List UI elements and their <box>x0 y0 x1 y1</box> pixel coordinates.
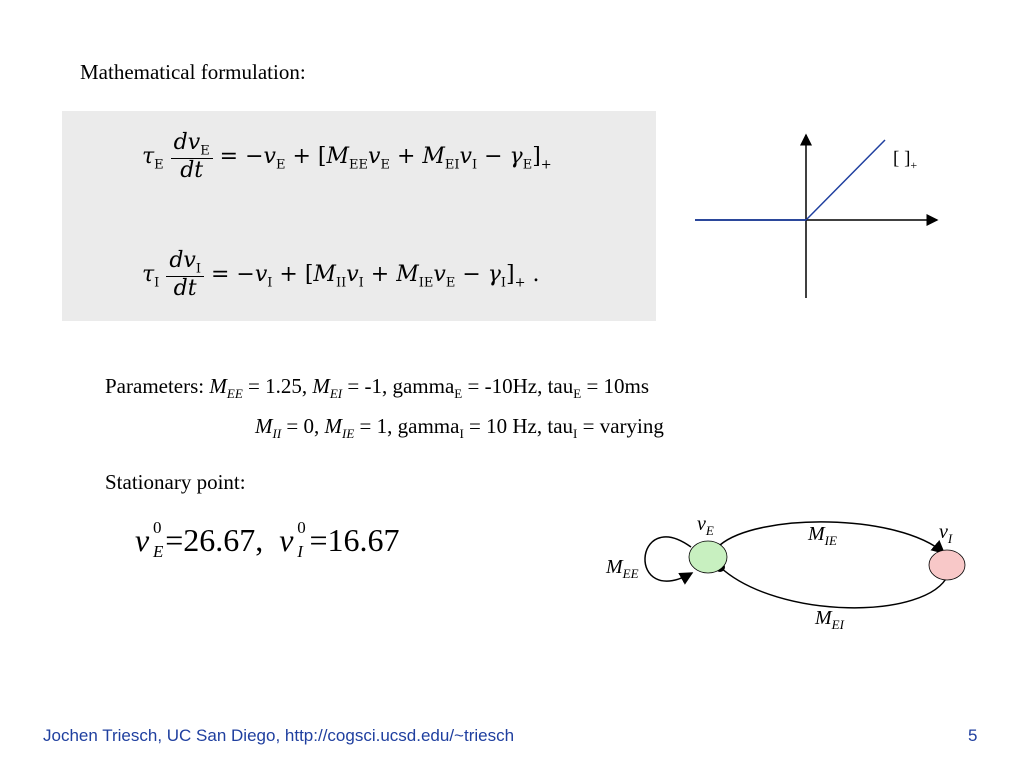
v-i-symbol: v 0 I <box>279 518 306 561</box>
page-number: 5 <box>968 726 978 745</box>
equation-image <box>62 111 656 321</box>
equation-excitatory: $\tau_E$ $\frac{dv_E}{dt}$ = $-v_E + [M_{EE}v_E + M_{EI}v_I - \gamma_E]_+$ <box>142 130 552 184</box>
parameters-line-1: Parameters: $M_{EE} = 1.25$, $M_{EI} = -1$, gamma$_E$ = -10Hz, tau$_E$ = 10ms <box>105 374 650 402</box>
derivative-fraction-i: $\frac{dv_I}{dt}$ <box>166 249 204 301</box>
rectifier-plot <box>695 130 945 300</box>
equation-inhibitory: $\tau_I$ $\frac{dv_I}{dt}$ = $-v_I + [M_{II}v_I + M_{IE}v_E - \gamma_I]_+$ . <box>142 248 540 302</box>
rectifier-ramp-segment <box>806 140 885 220</box>
node-i-label: $v_I$ <box>939 521 953 546</box>
stationary-equation: v 0 E =26.67, v 0 I =16.67 <box>135 518 400 561</box>
edge-m-ee-label: $M_{EE}$ <box>606 556 639 581</box>
v-e-symbol: v 0 E <box>135 518 164 561</box>
footer-author: Jochen Triesch, UC San Diego, http://cogsci.ucsd.edu/~triesch <box>43 726 515 745</box>
stationary-label: Stationary point: <box>105 470 246 494</box>
node-inhibitory <box>929 550 965 580</box>
derivative-fraction-e: $\frac{dv_E}{dt}$ <box>171 131 213 183</box>
edge-m-ei-label: $M_{EI}$ <box>815 607 844 632</box>
network-diagram <box>598 505 978 645</box>
node-excitatory <box>689 541 727 573</box>
parameters-line-2: $M_{II} = 0$, $M_{IE} = 1$, gamma$_I$ = 10 Hz, tau$_I$ = varying <box>255 414 664 442</box>
parameters-block <box>105 370 664 450</box>
node-e-label: $v_E$ <box>697 513 714 538</box>
edge-e-self <box>645 537 692 581</box>
slide-heading: Mathematical formulation: <box>80 60 306 84</box>
edge-m-ie-label: $M_{IE}$ <box>808 523 837 548</box>
rectifier-label: [ ]$_+$ <box>893 148 918 172</box>
edge-i-to-e <box>720 567 948 608</box>
